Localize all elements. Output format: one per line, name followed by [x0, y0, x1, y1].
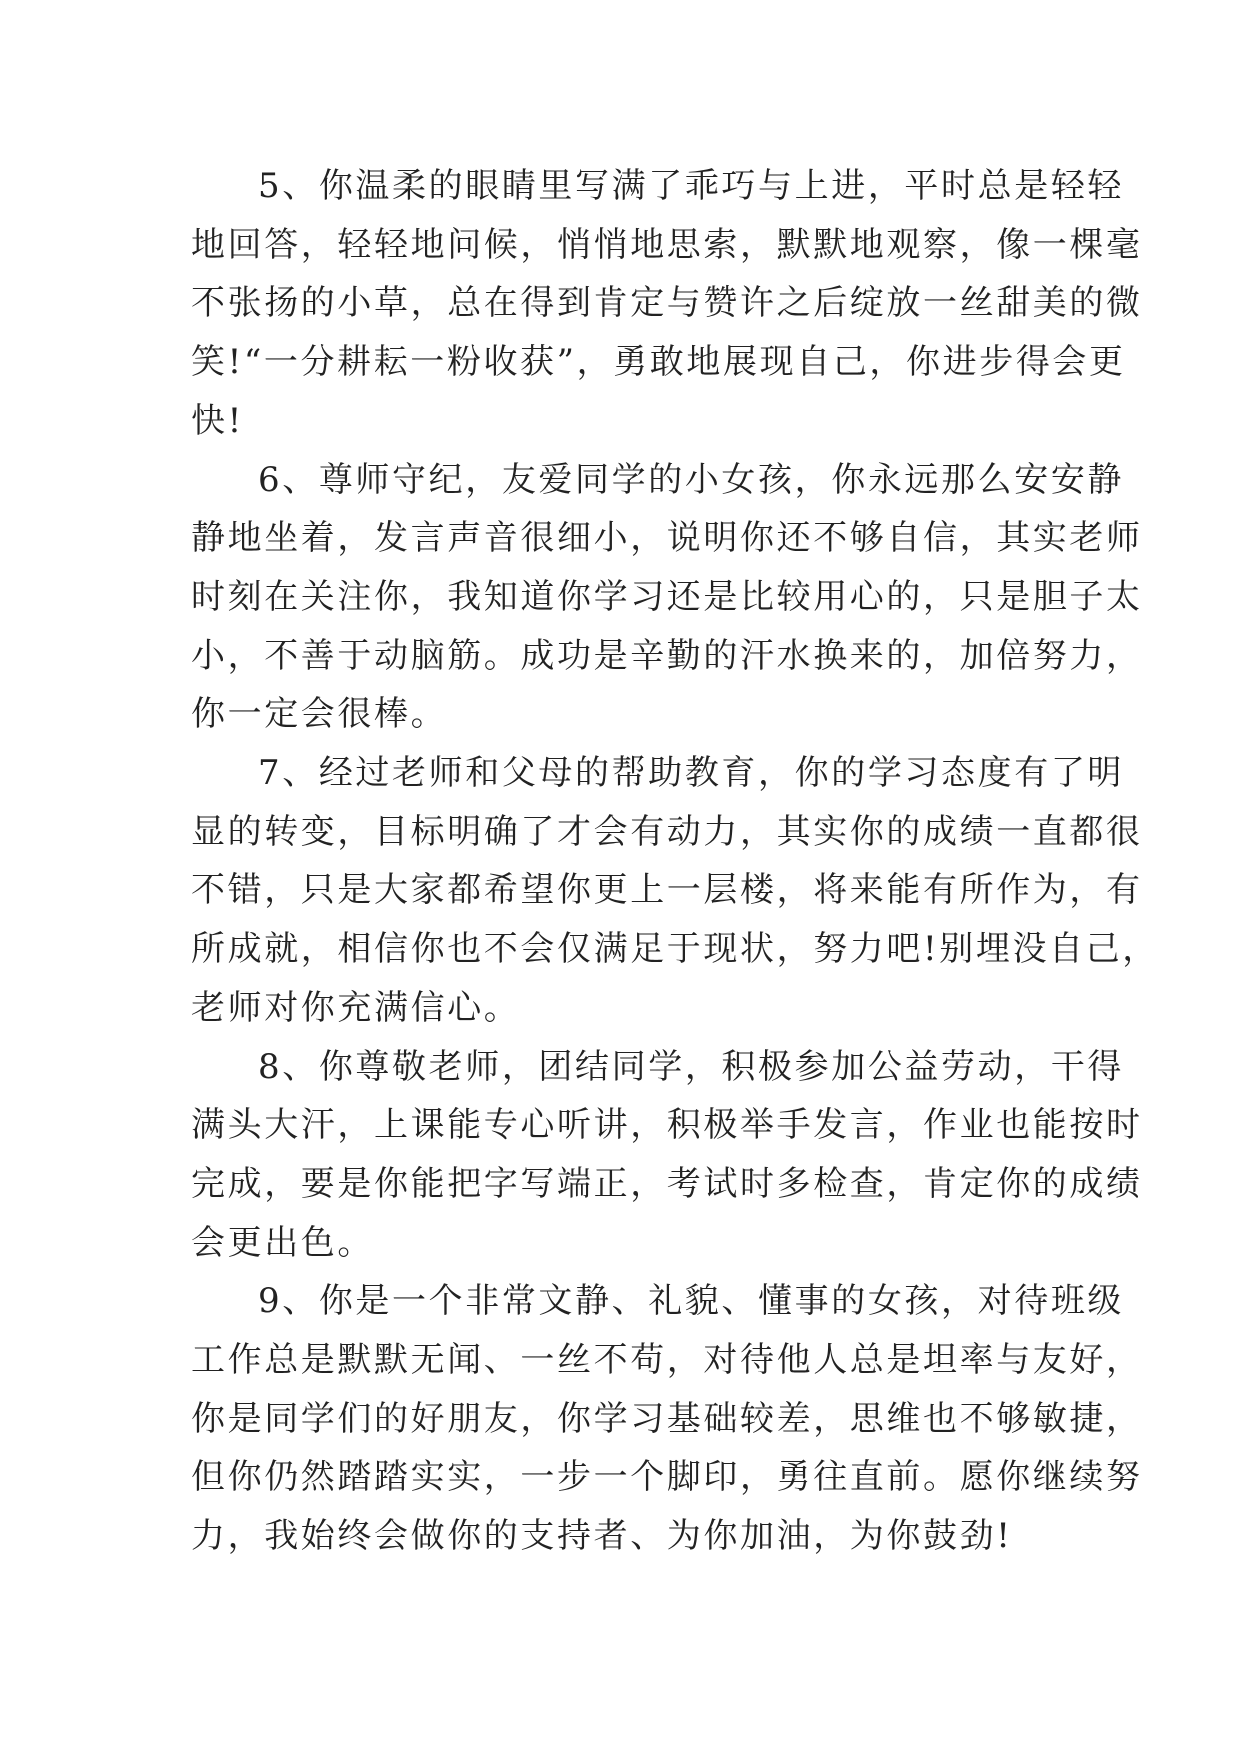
paragraph-line: 力，我始终会做你的支持者、为你加油，为你鼓劲! [191, 1516, 1013, 1557]
paragraph-line: 6、尊师守纪，友爱同学的小女孩，你永远那么安安静 [258, 459, 1125, 500]
paragraph-line: 快! [191, 400, 244, 441]
paragraph-line: 地回答，轻轻地问候，悄悄地思索，默默地观察，像一棵毫 [191, 224, 1143, 265]
comment-paragraph-8 [191, 1038, 1143, 1273]
comment-paragraph-7 [191, 744, 1159, 1038]
paragraph-line: 小，不善于动脑筋。成功是辛勤的汗水换来的，加倍努力， [191, 635, 1143, 676]
paragraph-line: 满头大汗，上课能专心听讲，积极举手发言，作业也能按时 [191, 1105, 1143, 1146]
paragraph-line: 9、你是一个非常文静、礼貌、懂事的女孩，对待班级 [258, 1281, 1125, 1322]
paragraph-line: 你是同学们的好朋友，你学习基础较差，思维也不够敏捷， [191, 1398, 1143, 1439]
paragraph-line: 不张扬的小草，总在得到肯定与赞许之后绽放一丝甜美的微 [191, 283, 1143, 324]
paragraph-line: 工作总是默默无闻、一丝不苟，对待他人总是坦率与友好， [191, 1340, 1143, 1381]
paragraph-line: 7、经过老师和父母的帮助教育，你的学习态度有了明 [258, 753, 1125, 794]
paragraph-line: 不错，只是大家都希望你更上一层楼，将来能有所作为，有 [191, 870, 1143, 911]
paragraph-line: 显的转变，目标明确了才会有动力，其实你的成绩一直都很 [191, 811, 1143, 852]
comment-paragraph-6 [191, 451, 1143, 745]
paragraph-line: 会更出色。 [191, 1222, 374, 1263]
comment-paragraph-9 [191, 1272, 1143, 1566]
paragraph-line: 5、你温柔的眼睛里写满了乖巧与上进，平时总是轻轻 [258, 166, 1125, 206]
paragraph-line: 静地坐着，发言声音很细小，说明你还不够自信，其实老师 [191, 518, 1143, 559]
paragraph-line: 完成，要是你能把字写端正，考试时多检查，肯定你的成绩 [191, 1163, 1143, 1204]
paragraph-line: 所成就，相信你也不会仅满足于现状，努力吧!别埋没自己， [191, 929, 1159, 970]
paragraph-line: 老师对你充满信心。 [191, 987, 521, 1028]
paragraph-line: 笑!“一分耕耘一粉收获”，勇敢地展现自己，你进步得会更 [191, 342, 1126, 383]
comment-paragraph-5 [191, 157, 1143, 451]
paragraph-line: 你一定会很棒。 [191, 694, 448, 735]
document-body [191, 157, 1159, 1566]
paragraph-line: 8、你尊敬老师，团结同学，积极参加公益劳动，干得 [258, 1046, 1125, 1087]
paragraph-line: 时刻在关注你，我知道你学习还是比较用心的，只是胆子太 [191, 576, 1143, 617]
paragraph-line: 但你仍然踏踏实实，一步一个脚印，勇往直前。愿你继续努 [191, 1457, 1143, 1498]
